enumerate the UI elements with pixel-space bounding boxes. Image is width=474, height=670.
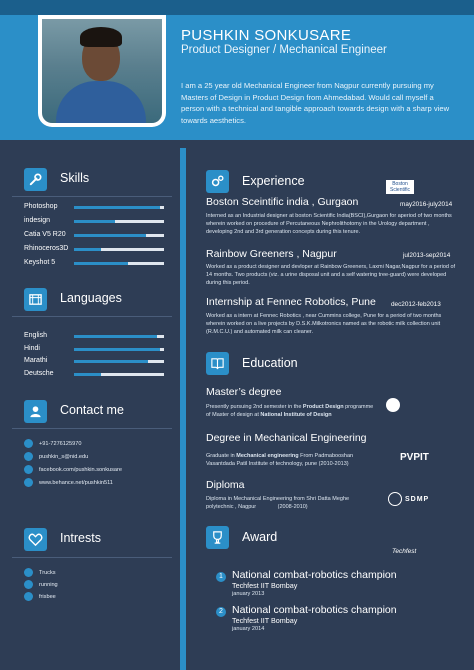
column-divider [180, 148, 186, 670]
languages-divider [12, 316, 172, 317]
job-1-desc: Interned as an Industrial designer at boston Scientific India(BSCI),Gurgaon for aperiod of two months wherein worked on procedure of Percutaneous Nephrolithotomy in the Urology department , developing 2nd and 3rd generation concepts during this tenure. [206, 213, 452, 235]
interest-bullet-icon [24, 580, 33, 589]
contact-bullet-icon [24, 452, 33, 461]
language-label: English [24, 332, 47, 339]
boston-scientific-logo: Boston Scientific [386, 180, 414, 194]
wrench-icon [24, 168, 47, 191]
contact-bullet-icon [24, 439, 33, 448]
job-3-date: dec2012-feb2013 [391, 301, 441, 308]
language-label: Marathi [24, 357, 48, 364]
contact-text: pushkin_s@nid.edu [39, 453, 89, 460]
award-2-number: 2 [216, 607, 226, 617]
award-title: Award [242, 530, 278, 544]
contact-bullet-icon [24, 478, 33, 487]
job-2-date: jul2013-sep2014 [403, 252, 451, 259]
skill-bar-fill [74, 248, 101, 251]
interest-text: Trucks [39, 569, 56, 576]
award-1-number: 1 [216, 572, 226, 582]
globe-icon [24, 288, 47, 311]
job-1-date: may2016-july2014 [400, 201, 453, 208]
trophy-icon [206, 526, 229, 549]
interests-divider [12, 557, 172, 558]
interest-bullet-icon [24, 568, 33, 577]
interest-text: running [39, 581, 58, 588]
skill-label: Photoshop [24, 203, 58, 210]
job-2-title: Rainbow Greeners , Nagpur [206, 248, 337, 260]
gears-icon [206, 170, 229, 193]
skill-bar [74, 262, 164, 265]
job-3-title: Internship at Fennec Robotics, Pune [206, 296, 376, 308]
edu-1-title: Master’s degree [206, 386, 282, 398]
award-1-title: National combat-robotics champion [232, 569, 397, 581]
language-bar [74, 373, 164, 376]
education-title: Education [242, 356, 298, 370]
job-1-title: Boston Sceintific india , Gurgaon [206, 196, 359, 208]
language-bar [74, 335, 164, 338]
book-icon [206, 352, 229, 375]
language-bar-fill [74, 373, 101, 376]
skill-label: Catia V5 R20 [24, 231, 66, 238]
edu-3-desc: Diploma in Mechanical Engineering from Shri Datta Meghe polytechnic , Nagpur (2008-2010) [206, 496, 350, 510]
skill-bar-fill [74, 220, 115, 223]
header-band [0, 0, 474, 15]
contact-title: Contact me [60, 403, 124, 417]
skill-bar [74, 234, 164, 237]
nid-logo-icon [386, 398, 400, 412]
edu-2-title: Degree in Mechanical Engineering [206, 432, 367, 444]
skills-title: Skills [60, 171, 90, 185]
contact-text: +91-7276125970 [39, 440, 82, 447]
language-bar-fill [74, 335, 157, 338]
contact-text: facebook.com/pushkin.sonkusare [39, 466, 123, 473]
award-2-org: Techfest IIT Bombay [232, 616, 298, 625]
language-label: Hindi [24, 344, 40, 352]
skill-label: Keyshot 5 [24, 259, 56, 266]
edu-1-desc: Presently pursuing 2nd semester in the Product Design programme of Master of design at National Institute of Design [206, 404, 374, 418]
experience-title: Experience [242, 174, 305, 188]
pvpit-logo: PVPIT [400, 452, 429, 463]
skill-bar [74, 206, 164, 209]
language-bar [74, 360, 164, 363]
interest-item [24, 580, 58, 589]
skill-bar [74, 220, 164, 223]
sdmp-emblem-icon [388, 492, 402, 506]
skill-label: Rhinoceros3D [24, 245, 69, 252]
interest-item [24, 592, 56, 601]
header [0, 0, 474, 140]
interest-text: frisbee [39, 593, 56, 600]
sdmp-logo: SDMP [405, 496, 430, 503]
edu-2-desc: Graduate in Mechanical engineering From Padmabooshan Vasantdada Patil Institute of technology, pune (2010-2013) [206, 453, 354, 467]
heart-icon [24, 528, 47, 551]
job-2-desc: Worked as a product designer and devloper at Rainbow Greeners, Laxmi Nagar,Nagpur for a period of 14 months. Two products (viz. a urine disposal unit and a self watering tree-guard) were developed during this period. [206, 264, 456, 286]
contact-item [24, 439, 81, 448]
profile-photo [42, 19, 162, 123]
interests-title: Intrests [60, 531, 101, 545]
interest-item [24, 568, 56, 577]
skill-bar [74, 248, 164, 251]
person-name: PUSHKIN SONKUSARE [181, 27, 352, 44]
skill-bar-fill [74, 206, 160, 209]
award-1-date: january 2013 [232, 591, 265, 597]
language-bar [74, 348, 164, 351]
job-title: Product Designer / Mechanical Engineer [181, 44, 387, 56]
language-bar-fill [74, 360, 148, 363]
person-icon [24, 400, 47, 423]
languages-title: Languages [60, 291, 122, 305]
summary-text: I am a 25 year old Mechanical Engineer from Nagpur currently pursuing my Masters of Design in Product Design from Ahmedabad. Would call myself a person with a technical and tangible approach towards design with a sharp view towards aesthetics. [181, 81, 450, 125]
techfest-logo: Techfest [392, 548, 417, 555]
contact-item [24, 452, 88, 461]
skill-bar-fill [74, 234, 146, 237]
skill-bar-fill [74, 262, 128, 265]
contact-text: www.behance.net/pushkin511 [39, 479, 113, 486]
language-label: Deutsche [24, 369, 54, 377]
edu-3-title: Diploma [206, 479, 245, 491]
profile-photo-frame [38, 15, 166, 127]
job-3-desc: Worked as a intern at Fennec Robotics , near Cummins college, Pune for a period of two months wherein worked on a live projects by D.S.K.Milkotronics named as the robotic milk collection unit (R.M.C.U.) and automated milk can cleaner. [206, 313, 442, 335]
award-1-org: Techfest IIT Bombay [232, 581, 298, 590]
skill-label: indesign [24, 217, 51, 224]
contact-item [24, 465, 122, 474]
award-2-date: january 2014 [232, 626, 265, 632]
contact-bullet-icon [24, 465, 33, 474]
award-2-title: National combat-robotics champion [232, 604, 397, 616]
skills-divider [12, 196, 172, 197]
contact-divider [12, 428, 172, 429]
language-bar-fill [74, 348, 160, 351]
interest-bullet-icon [24, 592, 33, 601]
contact-item [24, 478, 113, 487]
